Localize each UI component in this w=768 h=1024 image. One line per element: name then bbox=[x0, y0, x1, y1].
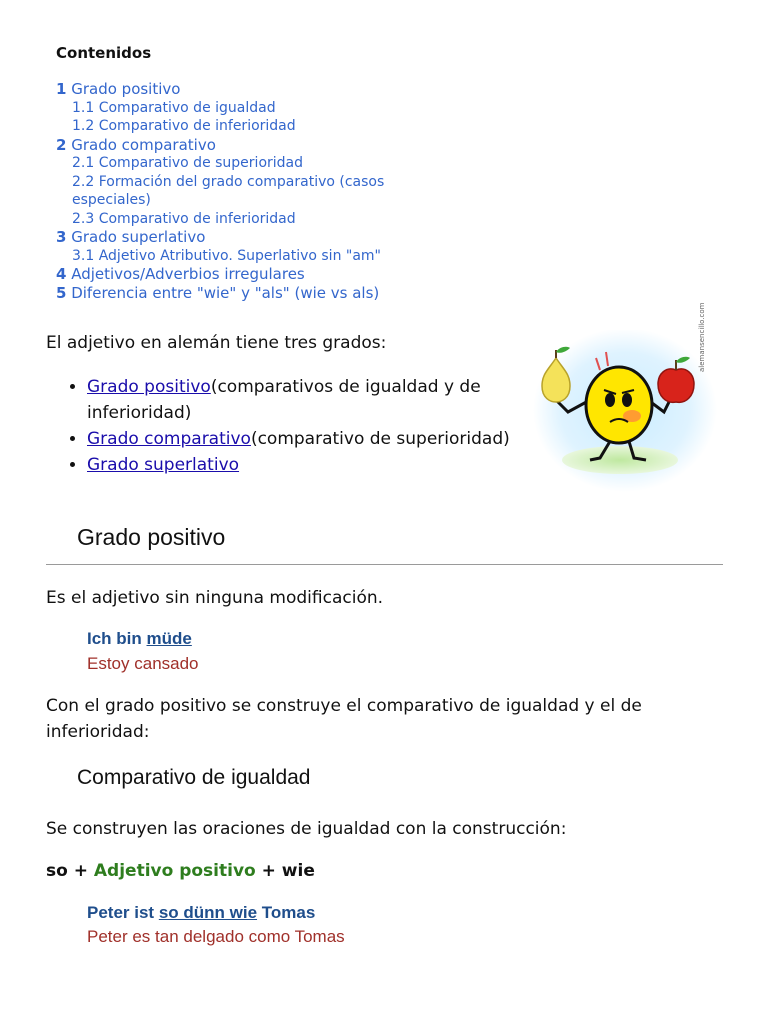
link-mude[interactable]: müde bbox=[146, 629, 192, 648]
example-spanish: Estoy cansado bbox=[87, 654, 199, 673]
example-text: Peter ist bbox=[87, 903, 159, 922]
list-item bbox=[87, 426, 547, 452]
toc-item[interactable]: 3 Grado superlativo bbox=[56, 228, 206, 246]
formula-part: + wie bbox=[255, 861, 315, 881]
link-grado-positivo[interactable]: Grado positivo bbox=[87, 377, 211, 397]
toc-item[interactable]: 2.3 Comparativo de inferioridad bbox=[72, 210, 296, 227]
construction-formula bbox=[46, 858, 315, 884]
section-heading-grado-positivo: Grado positivo bbox=[77, 524, 226, 550]
section-heading-comparativo-igualdad: Comparativo de igualdad bbox=[77, 766, 311, 789]
example-text: Tomas bbox=[257, 903, 316, 922]
grades-list bbox=[46, 374, 547, 478]
toc-item[interactable]: 2 Grado comparativo bbox=[56, 135, 216, 154]
link-so-dunn-wie[interactable]: so dünn wie bbox=[158, 903, 258, 922]
list-item-text: (comparativo de superioridad) bbox=[250, 429, 510, 449]
toc-item[interactable]: 2.1 Comparativo de superioridad bbox=[72, 155, 304, 171]
list-item-text: (comparativos de igualdad y de inferioridad) bbox=[87, 377, 481, 423]
toc-item[interactable]: 2.2 Formación del grado comparativo (casos especiales) bbox=[72, 173, 385, 208]
example-spanish: Peter es tan delgado como Tomas bbox=[87, 927, 345, 946]
section1-paragraph: Es el adjetivo sin ninguna modificación. bbox=[46, 588, 384, 608]
toc-item[interactable]: 3.1 Adjetivo Atributivo. Superlativo sin "am" bbox=[72, 247, 381, 264]
list-item bbox=[87, 374, 547, 426]
toc-title: Contenidos bbox=[56, 44, 152, 62]
link-grado-superlativo[interactable]: Grado superlativo bbox=[87, 455, 240, 475]
section1-paragraph-2: Con el grado positivo se construye el comparativo de igualdad y el de inferioridad: bbox=[46, 696, 642, 742]
example-german bbox=[87, 903, 315, 923]
formula-adjective: Adjetivo positivo bbox=[93, 861, 256, 881]
example-german bbox=[87, 629, 192, 649]
formula-part: so + bbox=[46, 861, 94, 881]
character-comparing-pear-and-apple-icon bbox=[530, 330, 720, 500]
toc-item[interactable]: 1 Grado positivo bbox=[56, 80, 181, 98]
illustration-credit: alemansencillo.com bbox=[698, 302, 706, 372]
link-grado-comparativo[interactable]: Grado comparativo bbox=[87, 429, 251, 449]
section2-paragraph: Se construyen las oraciones de igualdad con la construcción: bbox=[46, 819, 567, 839]
toc-item[interactable]: 4 Adjetivos/Adverbios irregulares bbox=[56, 265, 305, 283]
section-divider bbox=[46, 564, 723, 565]
table-of-contents bbox=[56, 80, 436, 302]
toc-item[interactable]: 1.2 Comparativo de inferioridad bbox=[72, 118, 296, 134]
toc-item[interactable]: 1.1 Comparativo de igualdad bbox=[72, 99, 276, 116]
intro-paragraph: El adjetivo en alemán tiene tres grados: bbox=[46, 333, 387, 353]
toc-item[interactable]: 5 Diferencia entre "wie" y "als" (wie vs als) bbox=[56, 283, 380, 302]
example-text: Ich bin bbox=[87, 629, 147, 648]
list-item bbox=[87, 452, 547, 478]
